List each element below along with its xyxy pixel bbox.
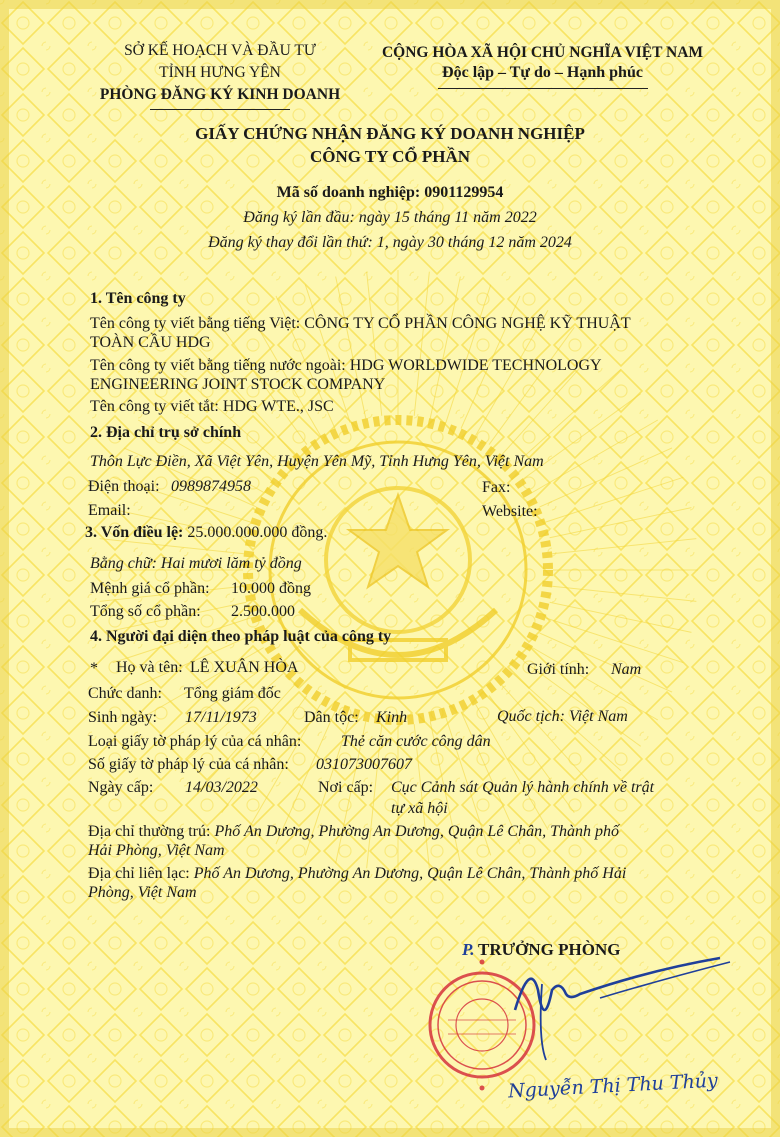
- dob-value: 17/11/1973: [185, 709, 257, 726]
- issue-place-label: Nơi cấp:: [318, 779, 374, 796]
- section1-heading: 1. Tên công ty: [90, 290, 186, 307]
- section3-heading: 3. Vốn điều lệ:: [85, 524, 184, 541]
- nationality: [497, 708, 628, 726]
- nationality-label: Quốc tịch:: [497, 708, 565, 725]
- red-stamp: [430, 960, 534, 1091]
- section2-heading: 2. Địa chỉ trụ sở chính: [90, 424, 242, 441]
- company-type: CÔNG TY CỔ PHẦN: [309, 147, 471, 166]
- par-value: 10.000 đồng: [231, 580, 311, 597]
- doc-number-label: Số giấy tờ pháp lý của cá nhân:: [88, 756, 289, 773]
- company-name-foreign-cont: ENGINEERING JOINT STOCK COMPANY: [90, 376, 386, 393]
- certificate-title: GIẤY CHỨNG NHẬN ĐĂNG KÝ DOANH NGHIỆP: [195, 124, 585, 143]
- handwritten-prefix: P.: [462, 940, 475, 959]
- company-name-foreign: Tên công ty viết bằng tiếng nước ngoài: HDG WORLDWIDE TECHNOLOGY: [90, 357, 602, 374]
- section4-heading: 4. Người đại diện theo pháp luật của công ty: [90, 628, 392, 645]
- contact-address-value: Phố An Dương, Phường An Dương, Quận Lê Chân, Thành phố Hải: [193, 865, 627, 882]
- change-registration: Đăng ký thay đổi lần thứ: 1, ngày 30 tháng 12 năm 2024: [208, 234, 572, 251]
- position-value: Tổng giám đốc: [184, 685, 281, 702]
- issue-place-value: Cục Cảnh sát Quản lý hành chính về trật: [391, 779, 655, 796]
- header-right-underline: [438, 88, 648, 89]
- company-name-vn: Tên công ty viết bằng tiếng Việt: CÔNG TY CỔ PHẦN CÔNG NGHỆ KỸ THUẬT: [90, 315, 631, 332]
- contact-address: [88, 865, 626, 883]
- issue-place-value-cont: tự xã hội: [391, 800, 448, 817]
- signature-stroke: [515, 958, 720, 1010]
- rep-name-label: Họ và tên:: [116, 659, 183, 676]
- office-name: PHÒNG ĐĂNG KÝ KINH DOANH: [99, 86, 341, 103]
- permanent-address-value: Phố An Dương, Phường An Dương, Quận Lê Chân, Thành phố: [214, 823, 619, 840]
- company-name-vn-cont: TOÀN CẦU HDG: [90, 334, 211, 351]
- company-short-name: Tên công ty viết tắt: HDG WTE., JSC: [90, 398, 334, 415]
- website-label: Website:: [482, 503, 538, 520]
- email-label: Email:: [88, 502, 131, 519]
- ministry-name: SỞ KẾ HOẠCH VÀ ĐẦU TƯ: [124, 42, 316, 59]
- total-shares-value: 2.500.000: [231, 603, 295, 620]
- bullet: *: [90, 660, 98, 677]
- issue-date-value: 14/03/2022: [185, 779, 258, 796]
- contact-address-cont: Phòng, Việt Nam: [88, 884, 197, 901]
- enterprise-code: Mã số doanh nghiệp: 0901129954: [276, 184, 504, 201]
- fax-label: Fax:: [482, 479, 511, 496]
- phone-value: 0989874958: [171, 478, 251, 495]
- official-stamp-and-signature: [420, 950, 740, 1130]
- province-name: TỈNH HƯNG YÊN: [159, 64, 281, 81]
- position-label: Chức danh:: [88, 685, 162, 702]
- issue-date-label: Ngày cấp:: [88, 779, 154, 796]
- doc-type-label: Loại giấy tờ pháp lý của cá nhân:: [88, 733, 302, 750]
- total-shares-label: Tổng số cổ phần:: [90, 603, 201, 620]
- country-name: CỘNG HÒA XÃ HỘI CHỦ NGHĨA VIỆT NAM: [381, 44, 704, 61]
- permanent-address-label: Địa chỉ thường trú:: [88, 823, 211, 840]
- nationality-value: Việt Nam: [568, 708, 628, 725]
- ethnicity-label: Dân tộc:: [304, 709, 359, 726]
- rep-name-value: LÊ XUÂN HÒA: [190, 659, 299, 676]
- ethnicity-value: Kinh: [376, 709, 408, 726]
- par-value-label: Mệnh giá cổ phần:: [90, 580, 210, 597]
- phone-label: Điện thoại:: [88, 478, 160, 495]
- permanent-address-cont: Hải Phòng, Việt Nam: [88, 842, 225, 859]
- doc-type-value: Thẻ căn cước công dân: [341, 733, 491, 750]
- gender-value: Nam: [611, 661, 642, 678]
- signer-name: Nguyễn Thị Thu Thủy: [507, 1069, 719, 1103]
- signer-title: TRƯỞNG PHÒNG: [478, 940, 621, 959]
- permanent-address: [88, 823, 619, 841]
- capital-in-words: Bằng chữ: Hai mươi lăm tỷ đồng: [90, 555, 302, 572]
- doc-number-value: 031073007607: [316, 756, 412, 773]
- header-left-underline: [150, 109, 290, 110]
- gender-label: Giới tính:: [527, 661, 590, 678]
- first-registration: Đăng ký lần đầu: ngày 15 tháng 11 năm 2022: [243, 209, 537, 226]
- contact-address-label: Địa chỉ liên lạc:: [88, 865, 190, 882]
- headquarters-address: Thôn Lực Điền, Xã Việt Yên, Huyện Yên Mỹ, Tỉnh Hưng Yên, Việt Nam: [90, 453, 544, 470]
- dob-label: Sinh ngày:: [88, 709, 157, 726]
- national-motto: Độc lập – Tự do – Hạnh phúc: [442, 64, 643, 81]
- capital-value: 25.000.000.000 đồng.: [187, 524, 328, 541]
- charter-capital: [85, 524, 327, 542]
